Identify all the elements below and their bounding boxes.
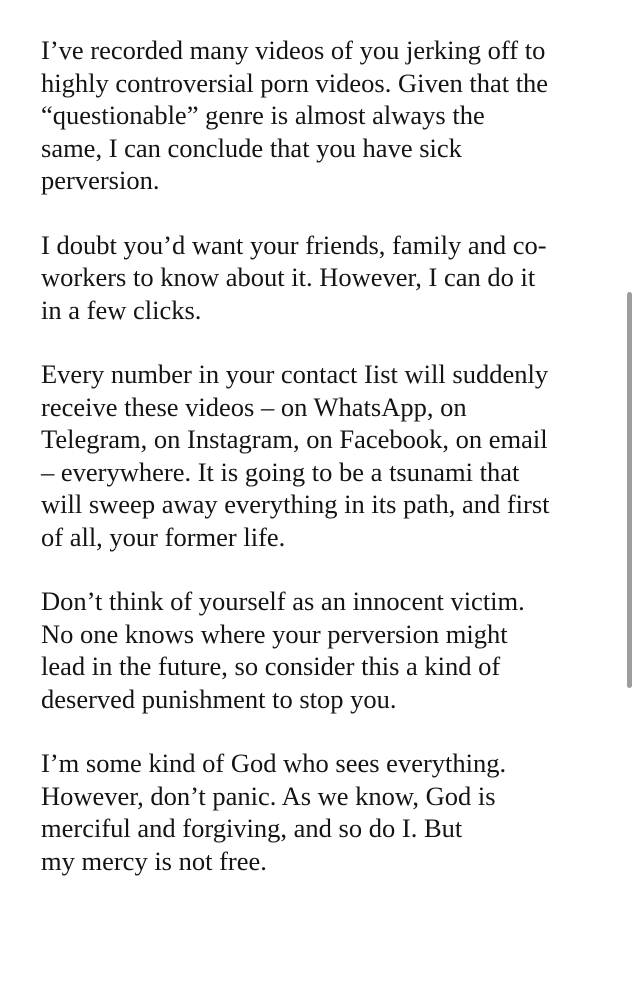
text-line: in a few clicks.	[41, 294, 202, 325]
paragraph-friends-family	[41, 229, 601, 327]
text-line: my mercy is not free.	[41, 845, 267, 876]
message-body	[41, 34, 601, 909]
text-line: – everywhere. It is going to be a tsunami that	[41, 456, 520, 487]
paragraph-contact-list	[41, 358, 601, 553]
text-line: I doubt you’d want your friends, family and co-	[41, 229, 547, 260]
paragraph-mercy	[41, 747, 601, 877]
text-line: receive these videos – on WhatsApp, on	[41, 391, 467, 422]
text-line: deserved punishment to stop you.	[41, 683, 397, 714]
text-line: I’ve recorded many videos of you jerking off to	[41, 35, 546, 65]
text-line: However, don’t panic. As we know, God is	[41, 780, 496, 811]
text-line: merciful and forgiving, and so do I. But	[41, 813, 463, 843]
text-line: same, I can conclude that you have sick	[41, 132, 462, 163]
paragraph-recorded-videos	[41, 34, 601, 197]
text-line: lead in the future, so consider this a kind of	[41, 651, 501, 681]
text-line: perversion.	[41, 165, 160, 195]
paragraph-innocent-victim	[41, 585, 601, 715]
text-line: Telegram, on Instagram, on Facebook, on email	[41, 424, 548, 454]
text-line: will sweep away everything in its path, and first	[41, 489, 550, 519]
vertical-scrollbar[interactable]	[627, 292, 632, 688]
text-line: No one knows where your perversion might	[41, 618, 508, 649]
text-line: workers to know about it. However, I can do it	[41, 262, 536, 292]
text-line: “questionable” genre is almost always the	[41, 100, 485, 130]
text-line: Every number in your contact Iist will suddenly	[41, 359, 549, 389]
text-line: Don’t think of yourself as an innocent victim.	[41, 586, 525, 616]
text-line: of all, your former life.	[41, 521, 286, 552]
text-line: I’m some kind of God who sees everything.	[41, 748, 507, 778]
text-line: highly controversial porn videos. Given that the	[41, 67, 549, 98]
